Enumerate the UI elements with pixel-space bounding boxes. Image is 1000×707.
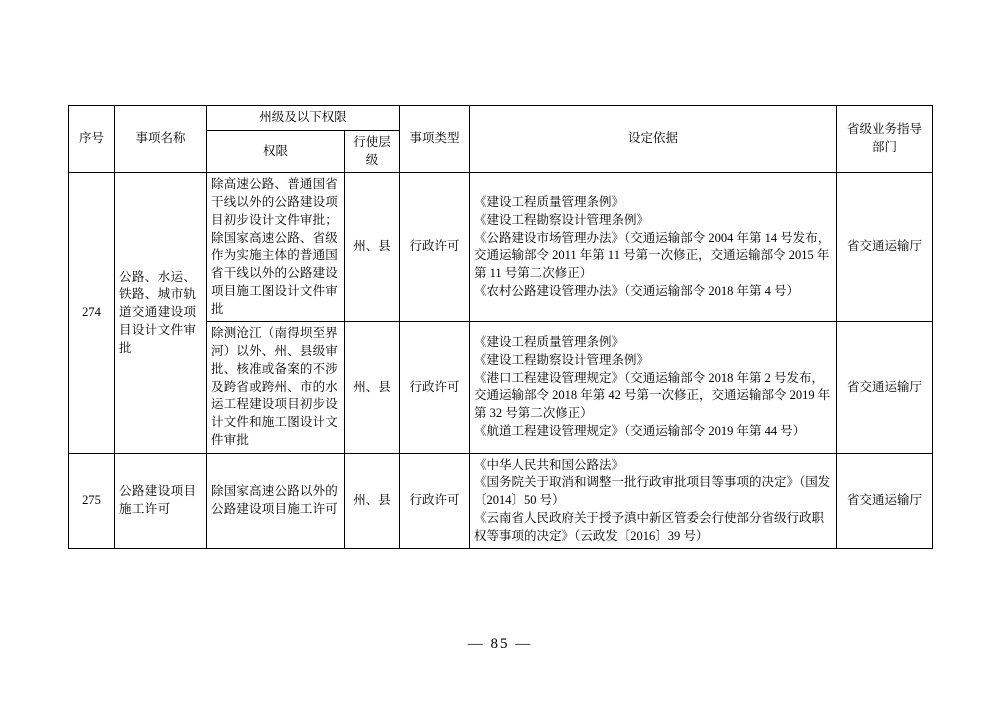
cell-item-name: 公路建设项目施工许可 <box>115 453 207 549</box>
header-seq: 序号 <box>69 106 115 173</box>
cell-dept: 省交通运输厅 <box>837 453 933 549</box>
cell-item-type: 行政许可 <box>400 322 470 453</box>
header-authority-group: 州级及以下权限 <box>207 106 400 131</box>
cell-exec-level: 州、县 <box>345 453 400 549</box>
table-header <box>69 106 933 173</box>
cell-basis <box>470 322 837 453</box>
header-exec-level: 行使层级 <box>345 130 400 173</box>
header-basis: 设定依据 <box>470 106 837 173</box>
basis-line: 《港口工程建设管理规定》（交通运输部令 2018 年第 2 号发布，交通运输部令 2018 年第 42 号第一次修正，交通运输部令 2019 年第 32 号第二次修正） <box>474 370 831 421</box>
page-number: — 85 — <box>467 636 533 652</box>
header-dept: 省级业务指导部门 <box>837 106 933 173</box>
cell-seq: 275 <box>69 453 115 549</box>
basis-line: 《国务院关于取消和调整一批行政审批项目等事项的决定》（国发〔2014〕50 号） <box>474 475 831 507</box>
basis-line: 《建设工程质量管理条例》 <box>474 335 625 350</box>
cell-authority: 除高速公路、普通国省干线以外的公路建设项目初步设计文件审批；除国家高速公路、省级作为实施主体的普通国省干线以外的公路建设项目施工图设计文件审批 <box>207 173 345 322</box>
cell-authority: 除国家高速公路以外的公路建设项目施工许可 <box>207 453 345 549</box>
basis-line: 《云南省人民政府关于授予滇中新区管委会行使部分省级行政职权等事项的决定》（云政发〔2016〕39 号） <box>474 510 825 543</box>
basis-line: 《建设工程质量管理条例》 <box>474 195 625 209</box>
basis-line: 《公路建设市场管理办法》（交通运输部令 2004 年第 14 号发布，交通运输部令 2011 年第 11 号第一次修正，交通运输部令 2015 年第 11 号第二次修正） <box>474 230 831 280</box>
table-body <box>69 173 933 549</box>
cell-basis <box>470 173 837 322</box>
basis-line: 《中华人民共和国公路法》 <box>474 457 625 472</box>
header-item-name: 事项名称 <box>115 106 207 173</box>
cell-seq: 274 <box>69 173 115 453</box>
header-authority: 权限 <box>207 130 345 173</box>
basis-line: 《建设工程勘察设计管理条例》 <box>474 352 650 367</box>
cell-item-name: 公路、水运、铁路、城市轨道交通建设项目设计文件审批 <box>115 173 207 453</box>
table-header-row-1 <box>69 106 933 131</box>
cell-item-type: 行政许可 <box>400 173 470 322</box>
table-row <box>69 173 933 322</box>
basis-line: 《建设工程勘察设计管理条例》 <box>474 212 650 227</box>
basis-line: 《农村公路建设管理办法》（交通运输部令 2018 年第 4 号） <box>474 283 800 298</box>
cell-exec-level: 州、县 <box>345 173 400 322</box>
cell-item-type: 行政许可 <box>400 453 470 549</box>
header-item-type: 事项类型 <box>400 106 470 173</box>
cell-basis <box>470 453 837 549</box>
basis-line: 《航道工程建设管理规定》（交通运输部令 2019 年第 44 号） <box>474 423 806 438</box>
cell-dept: 省交通运输厅 <box>837 173 933 322</box>
cell-exec-level: 州、县 <box>345 322 400 453</box>
cell-authority: 除测沧江（南得坝至界河）以外、州、县级审批、核准或备案的不涉及跨省或跨州、市的水运工程建设项目初步设计文件和施工图设计文件审批 <box>207 322 345 453</box>
table-row <box>69 453 933 549</box>
cell-dept: 省交通运输厅 <box>837 322 933 453</box>
permissions-table <box>68 105 933 549</box>
